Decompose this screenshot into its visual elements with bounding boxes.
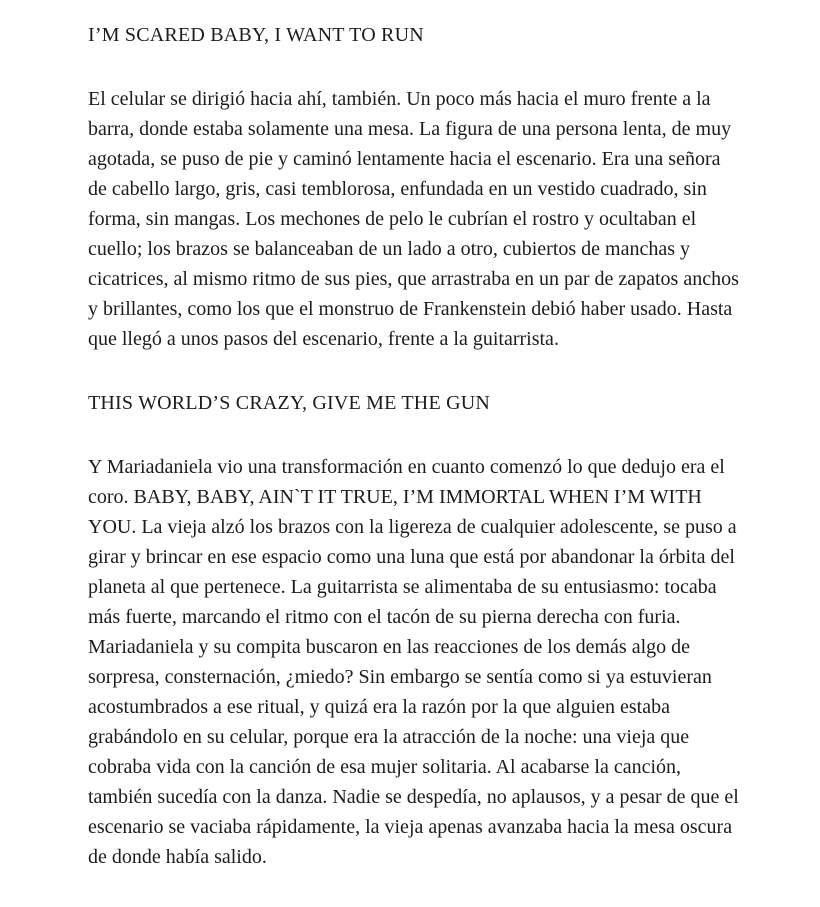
section-heading-worlds-crazy: THIS WORLD’S CRAZY, GIVE ME THE GUN [88, 392, 490, 414]
paragraph-transformation-dance: Y Mariadaniela vio una transformación en cuanto comenzó lo que dedujo era el coro. BABY, BABY, AIN`T IT TRUE, I’M IMMORTAL WHEN I’M WITH YOU. La vieja alzó los brazos con la ligereza de cualquier adolescente, se puso a girar y brincar en ese espacio como una luna que está por abandonar la órbita del planeta al que pertenece. La guitarrista se alimentaba de su entusiasmo: tocaba más fuerte, marcando el ritmo con el tacón de su pierna derecha con furia. Mariadaniela y su compita buscaron en las reacciones de los demás algo de sorpresa, consternación, ¿miedo? Sin embargo se sentía como si ya estuvieran acostumbrados a ese ritual, y quizá era la razón por la que alguien estaba grabándolo en su celular, porque era la atracción de la noche: una vieja que cobraba vida con la canción de esa mujer solitaria. Al acabarse la canción, también sucedía con la danza. Nadie se despedía, no aplausos, y a pesar de que el escenario se vaciaba rápidamente, la vieja apenas avanzaba hacia la mesa oscura de donde había salido. [88, 456, 739, 868]
paragraph-old-woman-rises: El celular se dirigió hacia ahí, también. Un poco más hacia el muro frente a la barra, donde estaba solamente una mesa. La figura de una persona lenta, de muy agotada, se puso de pie y caminó lentamente hacia el escenario. Era una señora de cabello largo, gris, casi temblorosa, enfundada en un vestido cuadrado, sin forma, sin mangas. Los mechones de pelo le cubrían el rostro y ocultaban el cuello; los brazos se balanceaban de un lado a otro, cubiertos de manchas y cicatrices, al mismo ritmo de sus pies, que arrastraba en un par de zapatos anchos y brillantes, como los que el monstruo de Frankenstein debió haber usado. Hasta que llegó a unos pasos del escenario, frente a la guitarrista. [88, 88, 739, 350]
section-heading-scared-baby: I’M SCARED BABY, I WANT TO RUN [88, 24, 424, 46]
